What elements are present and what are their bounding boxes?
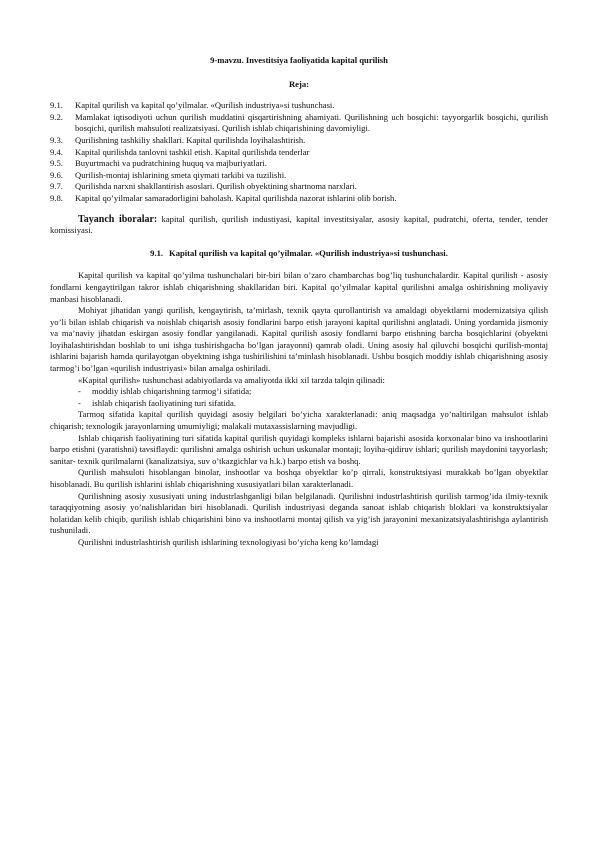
keywords-paragraph [50, 214, 548, 237]
plan-item-text: Qurilishning tashkiliy shakllari. Kapital qurilishda loyihalashtirish. [75, 134, 306, 145]
body-text-part-2 [50, 409, 548, 548]
body-paragraph: Qurilishni industrlashtirish qurilish ishlarining texnologiyasi bo’yicha keng ko’lamdagi [78, 536, 379, 547]
body-paragraph: «Kapital qurilish» tushunchasi adabiyotlarda va amaliyotda ikki xil tarzda talqin qilinadi: [78, 374, 385, 385]
plan-item [50, 112, 548, 135]
plan-item [50, 100, 548, 112]
body-paragraph: Qurilish mahsuloti hisoblangan binolar, inshootlar va boshqa obyektlar ko’p qirrali, konstruktsiyasi murakkab bo’lgan obyektlar hisoblanadi. Bu qurilish ishlarini ishlab chiqarishning xususiyatlari bilan xarakterlanadi. [50, 467, 548, 489]
plan-item-number: 9.7. [50, 181, 63, 192]
dash-list [50, 386, 548, 409]
keywords-text: kapital qurilish, qurilish industiyasi, kapital investitsiyalar, asosiy kapital, pudratchi, oferta, tender, tender komissiyasi. [50, 213, 548, 236]
body-paragraph: Kapital qurilish va kapital qo’yilma tushunchalari bir-biri bilan o’zaro chambarchas bog’liq tushunchalardir. Kapital qurilish - asosiy fondlarni kengaytirilgan takror ishlab chiqarishning shakllaridan biri. Kapital qo’yilmalar kapital qurilishni amalga oshirishning moliyaviy manbasi hisoblanadi. [50, 270, 548, 304]
dash-list-text: ishlab chiqarish faoliyatining turi sifatida. [92, 397, 236, 408]
body-text-part-1 [50, 270, 548, 386]
plan-item-number: 9.5. [50, 158, 63, 169]
plan-item-text: Qurilish-montaj ishlarining smeta qiymati tarkibi va tuzilishi. [75, 169, 287, 180]
section-heading [50, 248, 548, 260]
plan-item [50, 147, 548, 159]
plan-item-number: 9.3. [50, 134, 63, 145]
plan-item-number: 9.4. [50, 146, 63, 157]
plan-item [50, 170, 548, 182]
plan-item-text: Qurilishda narxni shakllantirish asoslari. Qurilish obyektining shartnoma narxlari. [75, 181, 357, 192]
body-paragraph: Ishlab chiqarish faoliyatining turi sifatida kapital qurilish quyidagi kompleks ishlarni bajarishi asosida korxonalar bino va inshootlarini barpo etishni (yaratishni) tavsiflaydi: qurilishni amalga oshirish uchun uskunalar montaji; loyiha-qidiruv ishlari; qurilish maydonini tayyorlash; sanitar- texnik qurilmalarni (kanalizatsiya, suv o’tkazgichlar va h.k.) barpo etish va boshq. [50, 432, 548, 466]
document-title: 9-mavzu. Investitsiya faoliyatida kapital qurilish [210, 55, 388, 65]
body-paragraph: Qurilishning asosiy xususiyati uning industrlashganligi bilan belgilanadi. Qurilishni industrlashtirish qurilish tarmog’ida ilmiy-texnik taraqqiyotning asosiy yo’nalishlaridan biri hisoblanadi. Qurilish industriyasi deganda sanoat ishlab chiqarish bloklari va konstruktsiyalar holatidan kelib chiqib, qurilish ishlab chiqarishini bino va inshootlarni montaj qilish va yig’ish jarayonini mexanizatsiyalashtirishga aylantirish tushuniladi. [50, 490, 548, 536]
dash-bullet: - [78, 397, 81, 408]
plan-item [50, 158, 548, 170]
section-title: Kapital qurilish va kapital qo’yilmalar. «Qurilish industriya»si tushunchasi. [169, 247, 448, 258]
plan-item-number: 9.6. [50, 169, 63, 180]
plan-item-text: Buyurtmachi va pudratchining huquq va majburiyatlari. [75, 158, 267, 169]
plan-item-text: Kapital qo’yilmalar samaradorligini baholash. Kapital qurilishda nazorat ishlarini olib borish. [75, 192, 397, 203]
plan-item-text: Mamlakat iqtisodiyoti uchun qurilish muddatini qisqartirishning ahamiyati. Qurilishning uch bosqichi: tayyorgarlik bosqichi, qurilish bosqichi, qurilish mahsuloti realizatsiyasi. Qurilish ishlab chiqarishining davomiyligi. [75, 111, 548, 134]
plan-heading: Reja: [288, 78, 310, 89]
plan-item-number: 9.1. [50, 100, 63, 111]
plan-list [50, 100, 548, 204]
plan-item-number: 9.8. [50, 192, 63, 203]
dash-list-item [78, 386, 548, 398]
dash-list-text: moddiy ishlab chiqarishning tarmog’i sifatida; [92, 386, 252, 397]
plan-item [50, 181, 548, 193]
plan-item-number: 9.2. [50, 111, 63, 122]
plan-item [50, 135, 548, 147]
section-number: 9.1. [150, 247, 164, 258]
keywords-label: Tayanch iboralar: [78, 213, 158, 225]
plan-item-text: Kapital qurilish va kapital qo’yilmalar. «Qurilish industriya»si tushunchasi. [75, 100, 335, 111]
body-paragraph: Mohiyat jihatidan yangi qurilish, kengaytirish, ta’mirlash, texnik qayta qurollantirish va amaldagi obyektlarni modernizatsiya qilish yo’li bilan ishlab chiqarish va noishlab chiqarish asosiy fondlarini barpo etish jarayoni kapital qurilishni anglatadi. Uning yordamida jismoniy va ma’naviy jihatdan eskirgan asosiy fondlar yangilanadi. Kapital qurilish asosiy fondlarni barpo etishning barcha bosqichlarini (obyektni loyihalashtirishdan boshlab to uni ishga tushirishgacha bo’lgan jarayonni) qamrab oladi. Uning asosiy hal qiluvchi bosqichi qurilish-montaj ishlarini bajarish hamda qurilayotgan obyektning ishga tushirilishini ta’minlash hisoblanadi. Ushbu bosqich moddiy ishlab chiqarishning asosiy tarmog’i bo’lgan «qurilish industriyasi» bilan amalga oshiriladi. [50, 305, 548, 374]
plan-item [50, 193, 548, 205]
body-paragraph: Tarmoq sifatida kapital qurilish quyidagi asosiy belgilari bo’yicha xarakterlanadi: aniq maqsadga yo’naltirilgan mahsulot ishlab chiqarish; texnologik jarayonlarning umumiyligi; malakali mutaxassislarning mavjudligi. [50, 409, 548, 432]
plan-item-text: Kapital qurilishda tanlovni tashkil etish. Kapital qurilishda tenderlar [75, 146, 310, 157]
dash-list-item [78, 398, 548, 410]
dash-bullet: - [78, 386, 81, 397]
